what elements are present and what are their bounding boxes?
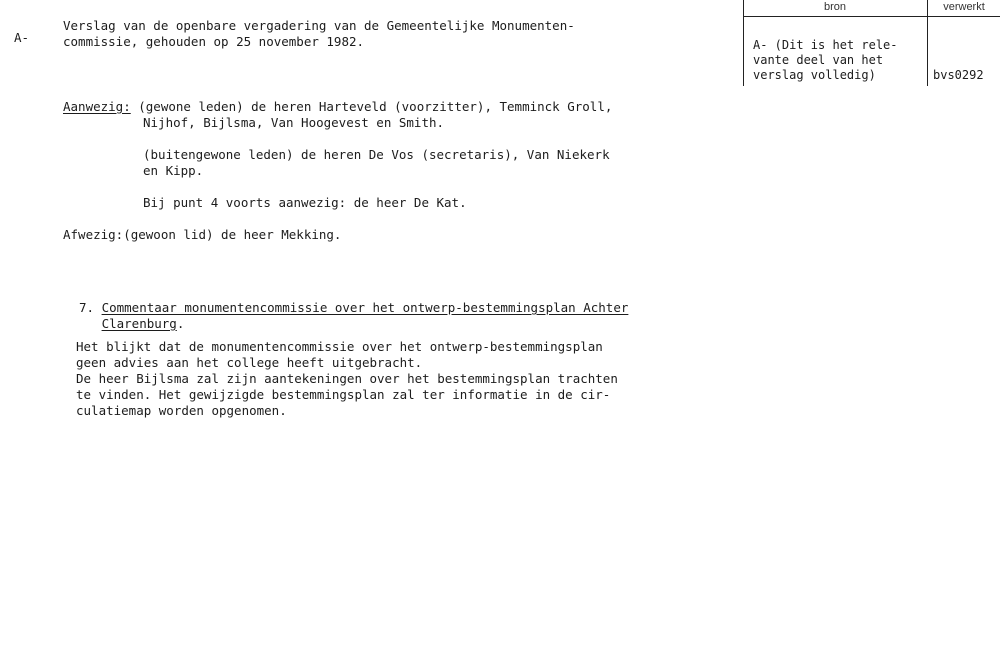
body-line: Het blijkt dat de monumentencommissie over het ontwerp-bestemmingsplan <box>76 339 603 354</box>
absent-members: Afwezig:(gewoon lid) de heer Mekking. <box>63 227 342 242</box>
box-header-divider <box>743 16 1000 17</box>
point4-attendance: Bij punt 4 voorts aanwezig: de heer De Kat. <box>143 195 467 210</box>
body-line: culatiemap worden opgenomen. <box>76 403 287 418</box>
bron-line-1: A- (Dit is het rele- <box>753 38 898 52</box>
bron-line-2: vante deel van het <box>753 53 884 67</box>
extra-line-1: (buitengewone leden) de heren De Vos (secretaris), Van Niekerk <box>143 147 610 162</box>
present-label: Aanwezig: <box>63 99 131 114</box>
bron-line-3: verslag volledig) <box>753 68 876 82</box>
item-title-end: . <box>176 316 185 331</box>
item-title-line-1: Commentaar monumentencommissie over het ontwerp-bestemmingsplan Achter <box>101 300 629 315</box>
heading-line-2: commissie, gehouden op 25 november 1982. <box>63 34 365 49</box>
heading-line-1: Verslag van de openbare vergadering van de Gemeentelijke Monumenten- <box>63 18 575 33</box>
agenda-item-body <box>76 339 618 419</box>
margin-marker: A- <box>14 30 30 45</box>
present-members-cont: Nijhof, Bijlsma, Van Hoogevest en Smith. <box>143 115 445 130</box>
source-box <box>743 0 1000 86</box>
item-number: 7. <box>79 300 102 315</box>
present-members <box>63 99 612 115</box>
bron-header: bron <box>823 1 847 13</box>
document-heading <box>63 18 575 50</box>
verwerkt-header: verwerkt <box>943 1 985 13</box>
body-line: geen advies aan het college heeft uitgebracht. <box>76 355 423 370</box>
body-line: te vinden. Het gewijzigde bestemmingsplan zal ter informatie in de cir- <box>76 387 611 402</box>
extra-line-2: en Kipp. <box>143 163 204 178</box>
present-line-1: (gewone leden) de heren Harteveld (voorzitter), Temminck Groll, <box>130 99 613 114</box>
extraordinary-members <box>143 147 610 179</box>
agenda-item-title <box>79 300 628 332</box>
bron-text <box>753 38 898 83</box>
reference-code: bvs0292 <box>933 68 984 82</box>
item-title-line-2: Clarenburg <box>101 316 177 331</box>
body-line: De heer Bijlsma zal zijn aantekeningen over het bestemmingsplan trachten <box>76 371 618 386</box>
